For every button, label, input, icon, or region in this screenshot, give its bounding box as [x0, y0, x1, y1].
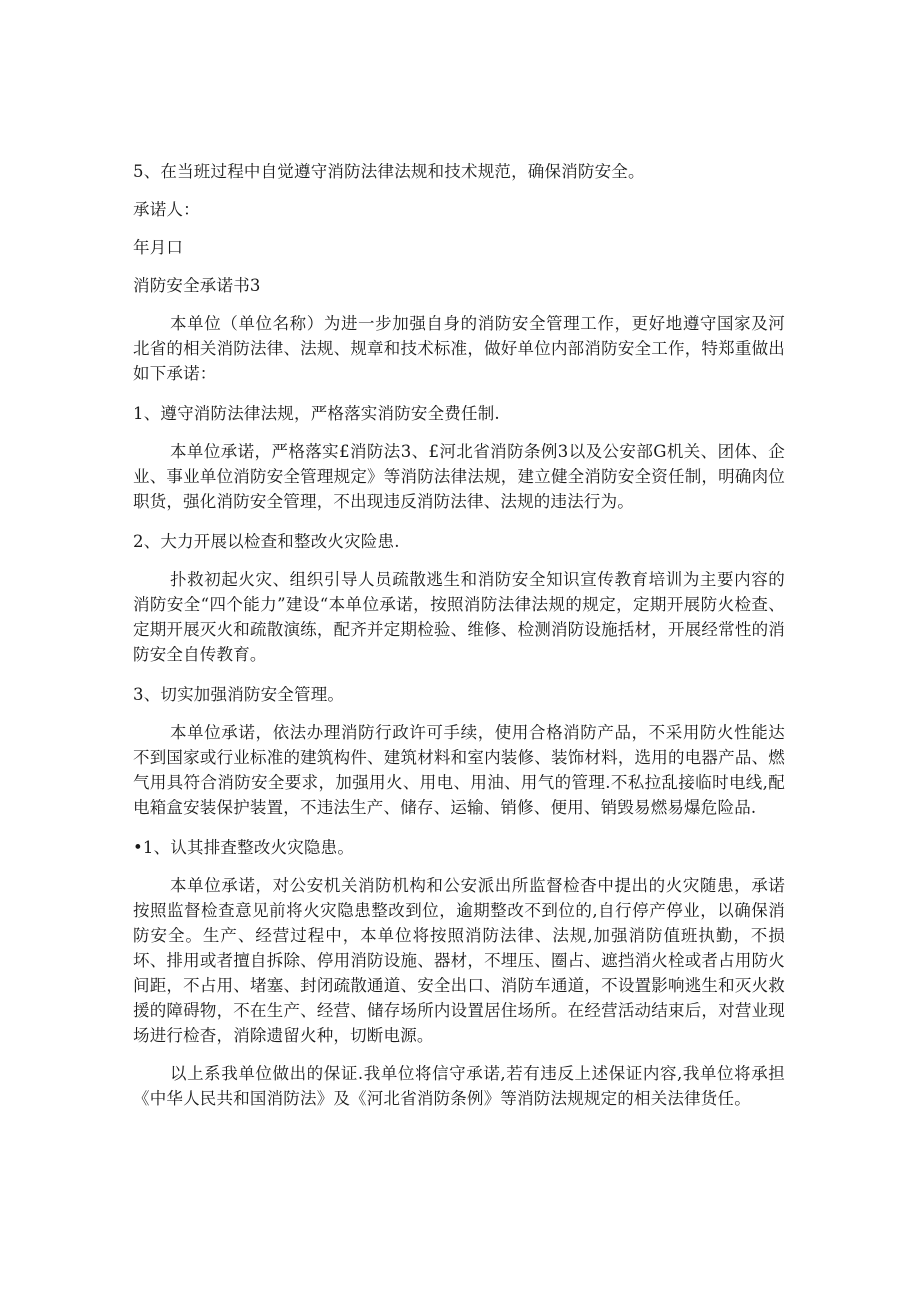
- heading-2: 2、大力开展以检查和整改火灾险患.: [133, 532, 400, 551]
- body-paragraph-1: 本单位承诺，严格落实£消防法3、£河北省消防条例3以及公安部G机关、团体、企业、事业单位消防安全管理规定》等消防法律法规，建立健全消防安全资任制，明确肉位职货，强化消防安全管理，不出现违反消防法律、法规的违法行为。: [133, 442, 785, 511]
- body-paragraph-3: 本单位承诺，依法办理消防行政许可手续，使用合格消防产品，不采用防火性能达不到国家或行业标准的建筑构件、建筑材料和室内装修、装饰材料，选用的电器产品、燃气用具符合消防安全要求，加强用火、用电、用油、用气的管理.不私拉乱接临时电线,配电箱盒安装保护装置，不违法生产、储存、运输、销修、便用、销毁易燃易爆危险品.: [133, 723, 785, 817]
- section-title: 消防安全承诺书3: [133, 276, 261, 295]
- body-paragraph-4: 本单位承诺，对公安机关消防机构和公安派出所监督检杳中提出的火灾随患，承诺按照监督检查意见前将火灾隐患整改到位，逾期整改不到位的,自行停产停业，以确保消防安全。生产、经营过程中，本单位将按照消防法律、法规,加强消防值班执勤，不损坏、排用或者擅自拆除、停用消防设施、器材，不埋压、圈占、遮挡消火栓或者占用防火间距，不占用、堵塞、封闭疏散通道、安全出口、消防车通道，不设置影响逃生和灭火救援的障碍物，不在生产、经营、储存场所内设置居住场所。在经营活动结束后，对营业现场进行检杳，消除遗留火种，切断电源。: [133, 876, 785, 1045]
- intro-paragraph: 本单位（单位名称）为进一步加强自身的消防安全管理工作，更好地遵守国家及河北省的相关消防法律、法规、规章和技术标准，做好单位内部消防安全工作，特郑重做出如下承诺：: [133, 314, 785, 383]
- heading-1: 1、遵守消防法律法规，严格落实消防安全费任制.: [133, 404, 500, 423]
- heading-4: •1、认其排査整改火灾隐患。: [133, 838, 355, 857]
- date-line: 年月口: [133, 238, 184, 257]
- heading-3: 3、切实加强消防安全管理。: [133, 685, 345, 704]
- body-paragraph-2: 扑救初起火灾、组织引导人员疏散逃生和消防安全知识宣传教育培训为主要内容的消防安全“四个能力”建设“本单位承诺，按照消防法律法规的规定，定期开展防火检查、定期开展灭火和疏散演练，配齐并定期检验、维修、检测消防设施括材，开展经常性的消防安全自传教育。: [133, 570, 785, 664]
- clause-5: 5、在当班过程中自觉遵守消防法律法规和技术规范，确保消防安全。: [133, 162, 645, 181]
- signatory-label: 承诺人：: [133, 200, 200, 219]
- closing-paragraph: 以上系我单位做出的保证.我单位将信守承诺,若有违反上述保证内容,我单位将承担《中华人民共和国消防法》及《河北省消防条例》等消防法规规定的相关法律货任。: [133, 1064, 785, 1108]
- document-body: [133, 159, 785, 1111]
